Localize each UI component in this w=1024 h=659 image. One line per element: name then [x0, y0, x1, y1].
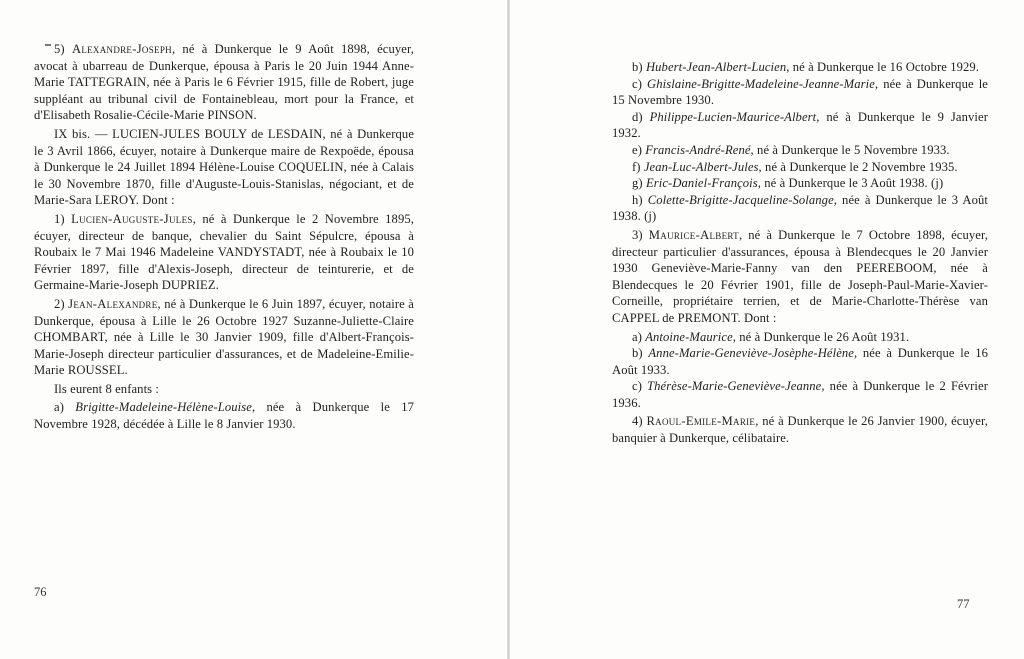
paragraph: c) Ghislaine-Brigitte-Madeleine-Jeanne-Marie, née à Dunkerque le 15 Novembre 1930. — [612, 76, 988, 108]
person-name: Alexandre-Joseph — [71, 42, 172, 56]
page-number: 77 — [957, 597, 970, 611]
person-name: Thérèse-Marie-Geneviève-Jeanne — [647, 379, 822, 394]
left-page — [0, 0, 507, 659]
person-name: Anne-Marie-Geneviève-Josèphe-Hélène — [648, 346, 854, 361]
person-name: Maurice-Albert — [648, 227, 739, 242]
paragraph: d) Philippe-Lucien-Maurice-Albert, né à Dunkerque le 9 Janvier 1932. — [612, 109, 988, 141]
paragraph: IX bis. — LUCIEN-JULES BOULY de LESDAIN, né à Dunkerque le 3 Avril 1866, écuyer, notaire à Dunkerque maire de Rexpoëde, épousa à Dunkerque le 24 Juillet 1894 Hélène-Louise COQUELIN, née à Calais le 30 Novembre 1870, fille d'Auguste-Louis-Stanislas, négociant, et de Marie-Sara LEROY. Dont : — [34, 126, 415, 208]
paragraph: 5) Alexandre-Joseph, né à Dunkerque le 9 Août 1898, écuyer, avocat à ubarreau de Dunkerque, épousa à Paris le 20 Juin 1944 Anne-Marie TATTEGRAIN, née à Paris le 6 Février 1915, fille de Robert, juge suppléant au tribunal civil de Fontainebleau, mort pour la France, et d'Elisabeth Rosalie-Cécile-Marie PINSON. — [34, 42, 414, 123]
person-name: Philippe-Lucien-Maurice-Albert — [649, 109, 817, 124]
person-name: Antoine-Maurice — [645, 329, 733, 344]
person-name: Eric-Daniel-François — [645, 176, 758, 191]
paragraph: h) Colette-Brigitte-Jacqueline-Solange, née à Dunkerque le 3 Août 1938. (j) — [612, 192, 988, 224]
page-number: 76 — [34, 585, 47, 599]
paragraph: a) Antoine-Maurice, né à Dunkerque le 26 Août 1931. — [632, 329, 910, 344]
left-page-text — [34, 41, 414, 433]
paragraph: 1) Lucien-Auguste-Jules, né à Dunkerque le 2 Novembre 1895, écuyer, directeur de banque, chevalier du Saint Sépulcre, épousa à Roubaix le 7 Mai 1946 Madeleine VANDYSTADT, née à Roubaix le 10 Février 1897, fille d'Alexis-Joseph, directeur de teinturerie, et de Germaine-Marie-Joseph DUPRIEZ. — [34, 211, 414, 293]
paragraph: b) Hubert-Jean-Albert-Lucien, né à Dunkerque le 16 Octobre 1929. — [632, 60, 980, 74]
paragraph: 3) Maurice-Albert, né à Dunkerque le 7 Octobre 1898, écuyer, directeur particulier d'assurances, épousa à Blendecques le 20 Janvier 1930 Geneviève-Marie-Fanny van den PEEREBOOM, née à Blendecques le 20 Février 1901, fille de Joseph-Paul-Marie-Xavier-Corneille, propriétaire terrien, et de Marie-Charlotte-Thérèse van CAPPEL de PREMONT. Dont : — [612, 227, 988, 325]
person-name: Lucien-Auguste-Jules — [71, 211, 193, 226]
paragraph: a) Brigitte-Madeleine-Hélène-Louise, née à Dunkerque le 17 Novembre 1928, décédée à Lille le 8 Janvier 1930. — [34, 400, 414, 432]
paragraph: 2) Jean-Alexandre, né à Dunkerque le 6 Juin 1897, écuyer, notaire à Dunkerque, épousa à Lille le 26 Octobre 1927 Suzanne-Juliette-Claire CHOMBART, née à Lille le 30 Janvier 1909, fille d'Albert-François-Marie-Joseph directeur particulier d'assurances, et de Madeleine-Emilie-Marie ROUSSEL. — [34, 296, 414, 378]
person-name: Raoul-Emile-Marie — [646, 414, 756, 429]
person-name: Hubert-Jean-Albert-Lucien — [645, 60, 787, 74]
right-page — [510, 0, 1024, 659]
person-name: Francis-André-René — [645, 142, 751, 157]
paragraph: b) Anne-Marie-Geneviève-Josèphe-Hélène, née à Dunkerque le 16 Août 1933. — [612, 346, 988, 377]
person-name: Colette-Brigitte-Jacqueline-Solange — [647, 192, 834, 207]
paragraph: e) Francis-André-René, né à Dunkerque le 5 Novembre 1933. — [632, 142, 950, 157]
person-name: Brigitte-Madeleine-Hélène-Louise — [75, 400, 252, 415]
paragraph: f) Jean-Luc-Albert-Jules, né à Dunkerque le 2 Novembre 1935. — [632, 159, 958, 174]
paragraph: c) Thérèse-Marie-Geneviève-Jeanne, née à Dunkerque le 2 Février 1936. — [612, 379, 989, 410]
person-name: Ghislaine-Brigitte-Madeleine-Jeanne-Marie — [647, 76, 875, 91]
paragraph: 4) Raoul-Emile-Marie, né à Dunkerque le 26 Janvier 1900, écuyer, banquier à Dunkerque, célibataire. — [612, 414, 988, 446]
right-page-text — [612, 59, 988, 447]
paragraph: g) Eric-Daniel-François, né à Dunkerque le 3 Août 1938. (j) — [632, 176, 944, 191]
person-name: Jean-Alexandre — [68, 296, 158, 311]
person-name: Jean-Luc-Albert-Jules — [643, 159, 759, 174]
paragraph: Ils eurent 8 enfants : — [54, 381, 160, 396]
